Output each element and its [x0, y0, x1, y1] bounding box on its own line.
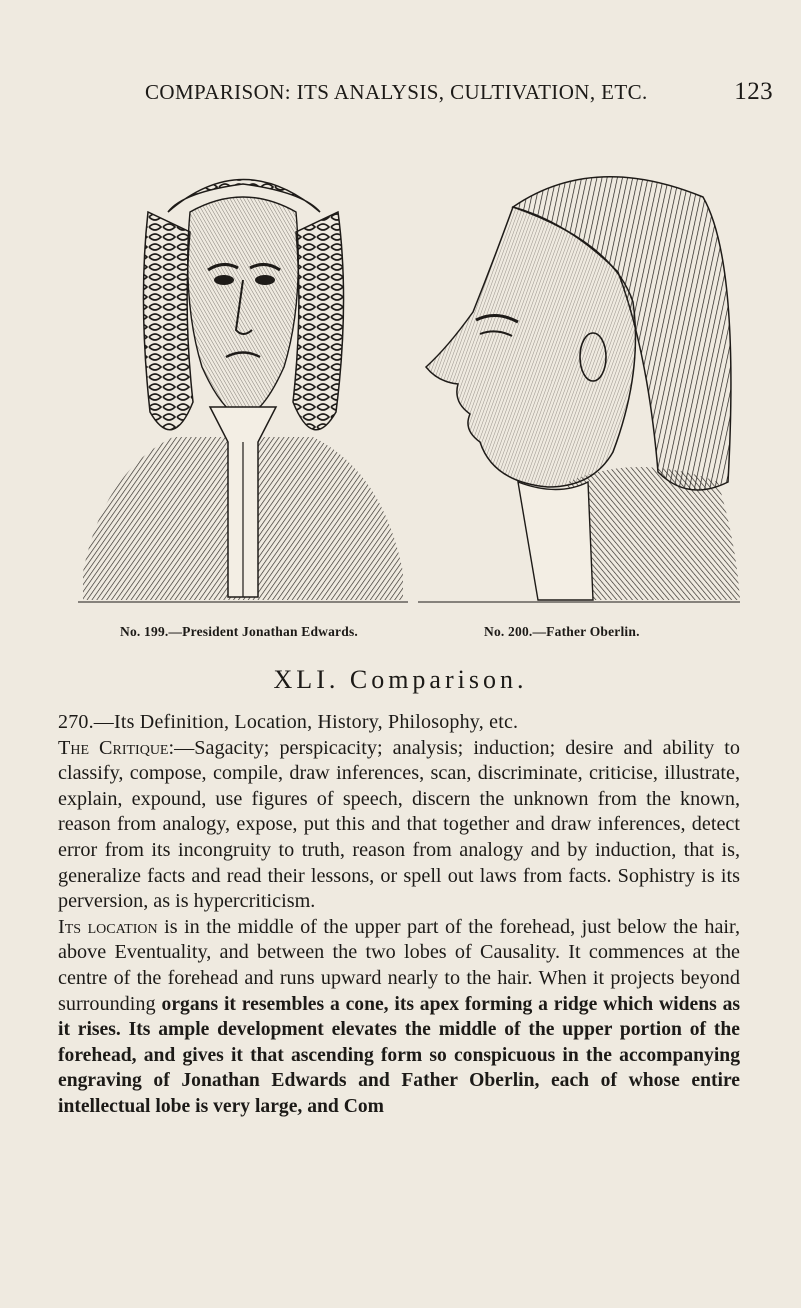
location-paragraph — [58, 915, 740, 1120]
figure-caption-200: No. 200.—Father Oberlin. — [484, 624, 640, 639]
body-text — [58, 710, 740, 1120]
location-text-bold: organs it resembles a cone, its apex forming a ridge which widens as it rises. Its ample development elevates the middle of the upper portion of the forehead, and gives it that ascending form so conspicuous in the accompanying engraving of Jonathan Edwards and Father Oberlin, each of whose entire intellectual lobe is very large, and Com — [58, 993, 740, 1117]
page-number: 123 — [734, 78, 773, 105]
running-head-title: COMPARISON: ITS ANALYSIS, CULTIVATION, ETC. — [145, 80, 648, 104]
section-heading: XLI. Comparison. — [273, 665, 528, 694]
location-lead: Its location — [58, 915, 158, 938]
running-head — [145, 78, 773, 106]
paragraph-heading: 270.—Its Definition, Location, History, Philosophy, etc. — [58, 711, 519, 733]
engraving-father-oberlin — [418, 152, 740, 622]
location-text: is in the middle of the upper part of the forehead, just below the hair, above Eventuality, and between the two lobes of Causality. It commences at the centre of the forehead and runs upward nearly to the hair. When it projects beyond surrounding — [58, 915, 740, 1015]
critique-text: :—Sagacity; perspicacity; analysis; induction; desire and ability to classify, compose, compile, draw inferences, scan, discriminate, criticise, illustrate, explain, expound, use figures of speech, discern the unknown from the known, reason from analogy, expose, put this and that together and draw inferences, detect error from its incongruity to truth, reason from analogy and by induction, that is, generalize facts and read their lessons, or spell out laws from facts. Sophistry is its perversion, as is hypercriticism. — [58, 736, 740, 913]
figure-caption-199: No. 199.—President Jonathan Edwards. — [120, 624, 358, 639]
engraving-jonathan-edwards — [78, 152, 408, 622]
critique-lead: The Critique — [58, 736, 169, 759]
critique-paragraph — [58, 736, 740, 915]
